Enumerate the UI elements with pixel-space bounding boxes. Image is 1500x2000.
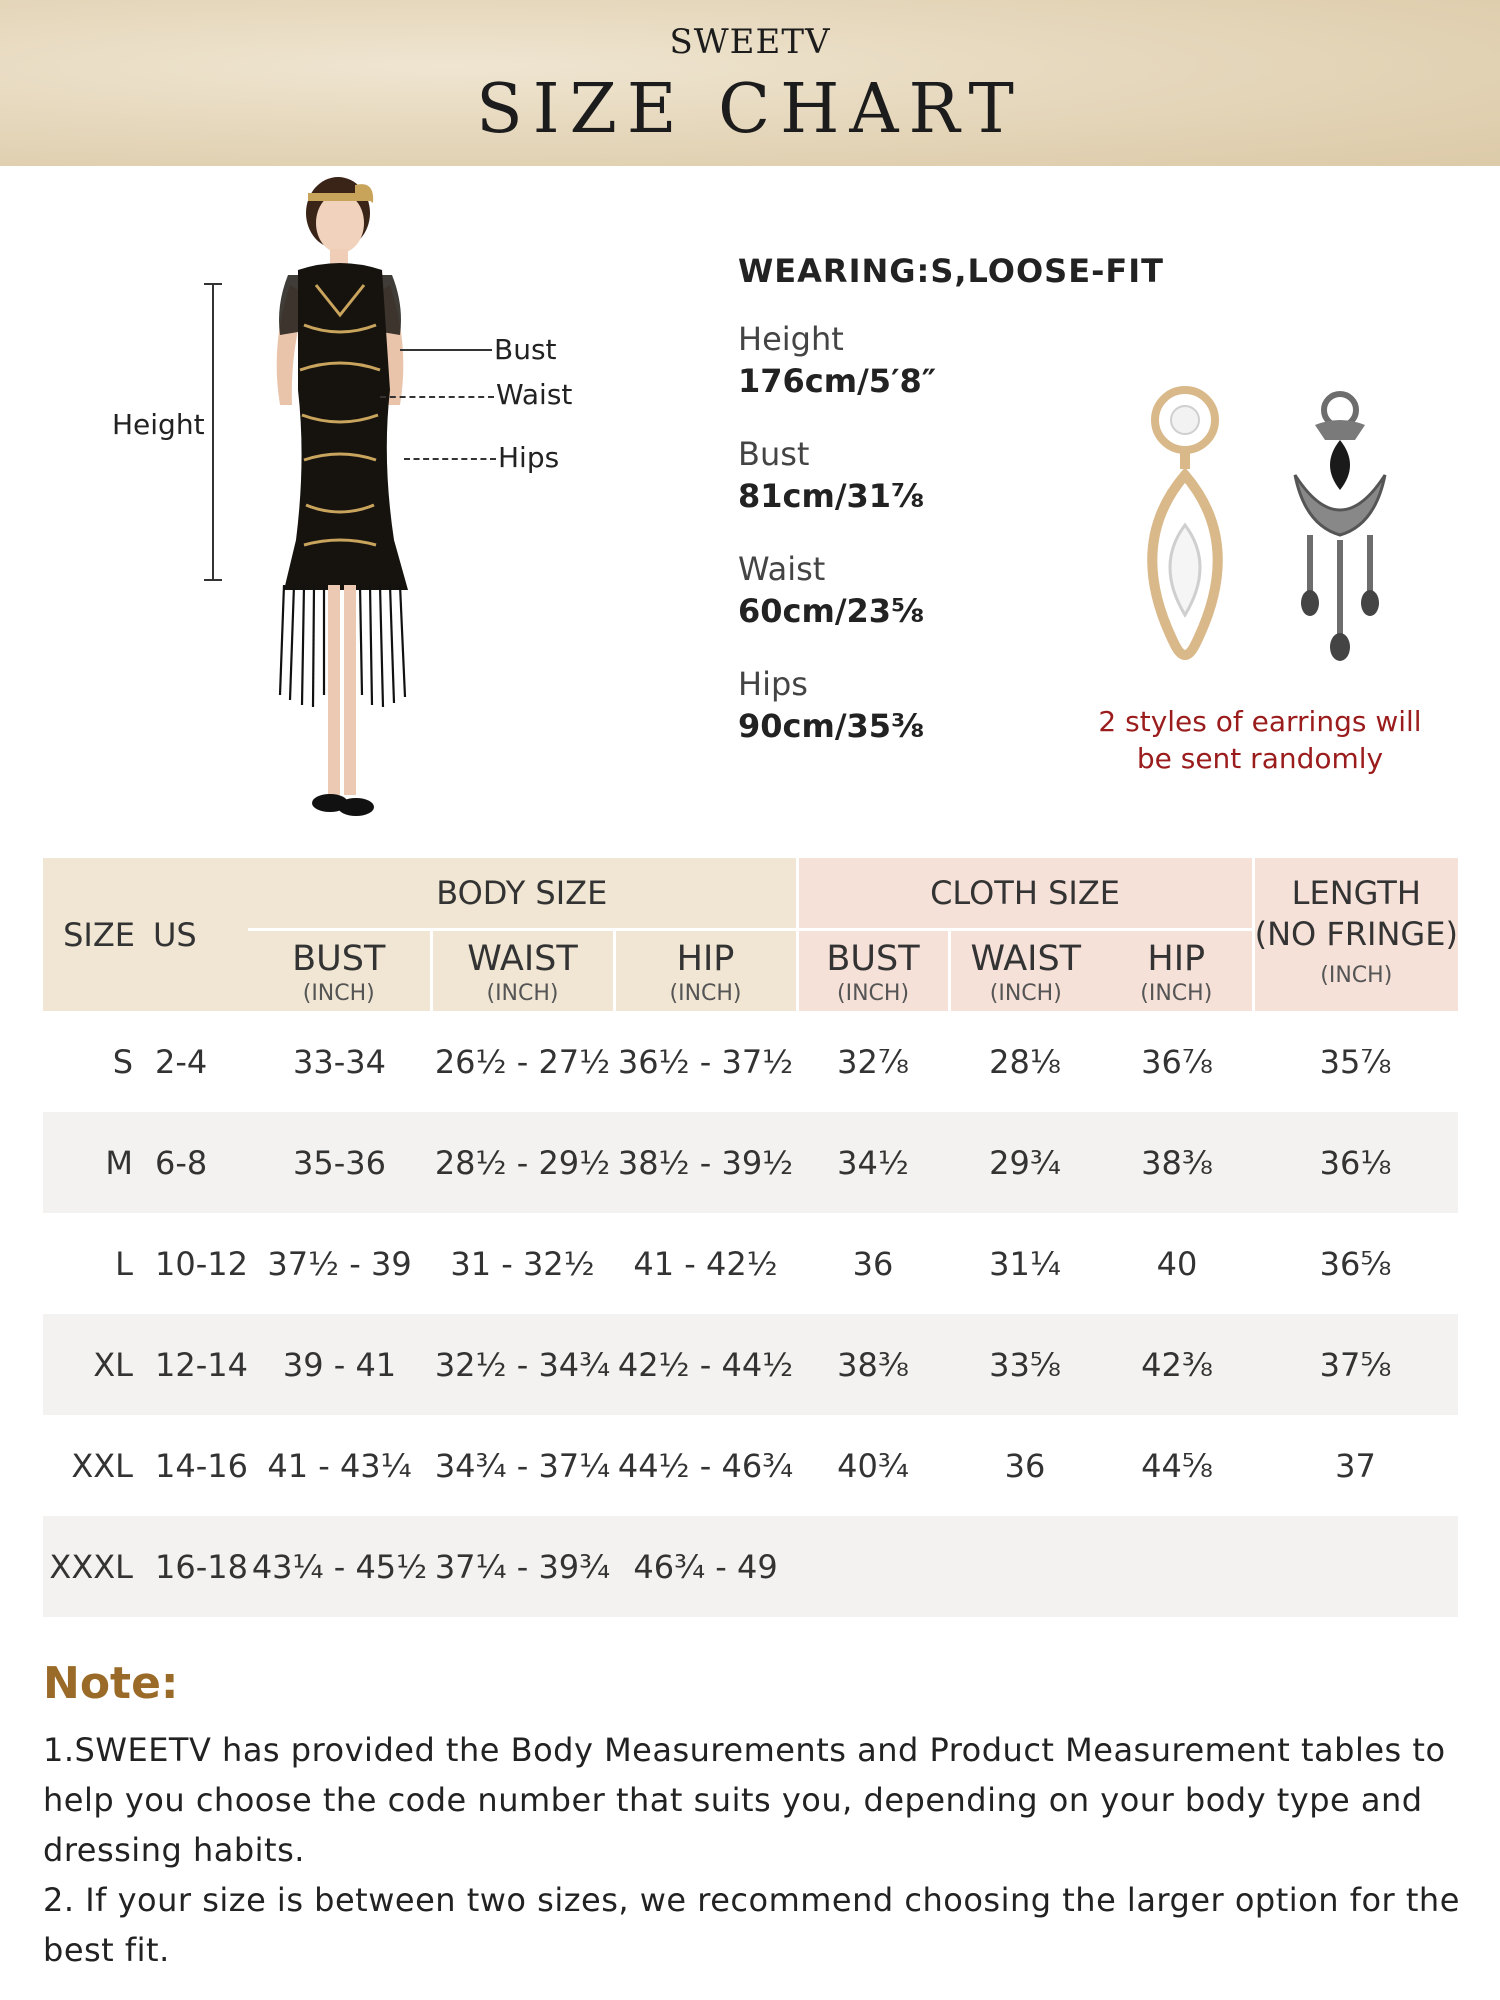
cell-size: L xyxy=(115,1244,133,1283)
measure-value: 90cm/35⅜ xyxy=(738,707,925,745)
measure-hips xyxy=(738,665,924,745)
earrings-image xyxy=(1110,385,1440,670)
silver-earring-icon xyxy=(1295,394,1385,661)
cell-body-hip: 46¾ - 49 xyxy=(614,1516,797,1617)
table-row xyxy=(43,1314,1458,1415)
cell-us: 12-14 xyxy=(143,1314,248,1415)
cell-cloth-waist: 29¾ xyxy=(949,1112,1101,1213)
body-size-header: BODY SIZE xyxy=(248,858,797,930)
col-name: WAIST xyxy=(467,939,578,979)
table-header-row xyxy=(43,858,1458,930)
cell-us: 14-16 xyxy=(155,1446,248,1485)
cell-cloth-bust: 38⅜ xyxy=(797,1314,949,1415)
cell-us: 16-18 xyxy=(143,1516,248,1617)
cell-length xyxy=(1253,1516,1458,1617)
cell-cloth-hip: 42⅜ xyxy=(1101,1314,1253,1415)
col-unit: (INCH) xyxy=(302,981,375,1006)
cell-size: M xyxy=(43,1112,143,1213)
measure-waist xyxy=(738,550,924,630)
length-header-line1: LENGTH xyxy=(1291,874,1421,912)
length-header-line2: (NO FRINGE) xyxy=(1254,915,1458,953)
measure-label: Hips xyxy=(738,665,808,703)
length-header-unit: (INCH) xyxy=(1320,963,1393,988)
cloth-hip-header xyxy=(1101,930,1253,1012)
measure-value: 60cm/23⅝ xyxy=(738,592,925,630)
earring-note-line2: be sent randomly xyxy=(1136,742,1384,775)
measure-value: 176cm/5′8″ xyxy=(738,362,937,400)
cell-body-waist: 28½ - 29½ xyxy=(431,1112,614,1213)
cell-body-hip: 41 - 42½ xyxy=(633,1244,778,1283)
cloth-bust-header xyxy=(797,930,949,1012)
cell-cloth-bust: 32⅞ xyxy=(837,1042,909,1081)
cell-length: 35⅞ xyxy=(1319,1042,1392,1081)
cell-cloth-bust: 40¾ xyxy=(837,1446,909,1485)
col-name: BUST xyxy=(826,939,920,979)
table-row xyxy=(43,1516,1458,1617)
table-subheader-row xyxy=(43,930,1458,1012)
cell-body-hip: 36½ - 37½ xyxy=(617,1042,794,1081)
cloth-waist-header xyxy=(949,930,1101,1012)
gold-earring-icon xyxy=(1152,390,1217,655)
measure-label: Bust xyxy=(738,435,810,473)
cell-cloth-waist: 31¼ xyxy=(989,1244,1061,1283)
cell-cloth-bust: 34½ xyxy=(797,1112,949,1213)
hips-label: Hips xyxy=(498,441,560,474)
col-name: BUST xyxy=(292,939,386,979)
col-name: HIP xyxy=(1147,939,1206,979)
cell-cloth-hip xyxy=(1101,1516,1253,1617)
cell-cloth-hip: 38⅜ xyxy=(1101,1112,1253,1213)
size-header: SIZE xyxy=(43,858,143,1011)
col-unit: (INCH) xyxy=(837,981,910,1006)
cell-cloth-hip: 40 xyxy=(1156,1244,1198,1283)
note-line-2: 2. If your size is between two sizes, we recommend choosing the larger option for the best fit. xyxy=(43,1881,1460,1969)
cell-us: 2-4 xyxy=(155,1042,208,1081)
cell-length: 37 xyxy=(1335,1446,1376,1485)
cell-size: XXXL xyxy=(43,1516,143,1617)
measure-bust xyxy=(738,435,924,515)
cell-body-hip: 42½ - 44½ xyxy=(614,1314,797,1415)
note-title: Note: xyxy=(43,1658,179,1709)
waist-line xyxy=(380,396,494,398)
measure-label: Height xyxy=(738,320,844,358)
cell-body-bust: 43¼ - 45½ xyxy=(248,1516,431,1617)
cloth-size-header: CLOTH SIZE xyxy=(797,858,1253,930)
cell-length: 37⅝ xyxy=(1253,1314,1458,1415)
cell-cloth-hip: 36⅞ xyxy=(1141,1042,1213,1081)
cell-size: S xyxy=(112,1042,133,1081)
hips-line xyxy=(404,458,496,460)
col-unit: (INCH) xyxy=(669,981,742,1006)
cell-cloth-bust xyxy=(797,1516,949,1617)
bust-line xyxy=(400,349,492,351)
col-unit: (INCH) xyxy=(989,981,1062,1006)
height-label: Height xyxy=(112,408,205,441)
body-bust-header xyxy=(248,930,431,1012)
brand-logo: SWEETV xyxy=(669,22,831,62)
bust-label: Bust xyxy=(494,333,557,366)
earring-note xyxy=(1060,703,1460,777)
cell-body-waist: 37¼ - 39¾ xyxy=(431,1516,614,1617)
cell-body-bust: 37½ - 39 xyxy=(267,1244,412,1283)
earring-note-line1: 2 styles of earrings will xyxy=(1098,705,1422,738)
measure-height xyxy=(738,320,936,400)
note-line-1: 1.SWEETV has provided the Body Measurements and Product Measurement tables to help you choose the code number that suits you, depending on your body type and dressing habits. xyxy=(43,1731,1446,1869)
page-title: SIZE CHART xyxy=(476,70,1024,149)
note-text xyxy=(43,1725,1463,1975)
table-row xyxy=(43,1213,1458,1314)
cell-cloth-waist: 28⅛ xyxy=(989,1042,1061,1081)
cell-size: XL xyxy=(43,1314,143,1415)
cell-size: XXL xyxy=(71,1446,133,1485)
size-table xyxy=(43,858,1458,1617)
cell-body-hip: 44½ - 46¾ xyxy=(617,1446,794,1485)
table-row xyxy=(43,1011,1458,1112)
cell-cloth-waist: 36 xyxy=(1004,1446,1046,1485)
cell-body-waist: 26½ - 27½ xyxy=(434,1042,611,1081)
col-unit: (INCH) xyxy=(1140,981,1213,1006)
cell-us: 10-12 xyxy=(155,1244,248,1283)
body-waist-header xyxy=(431,930,614,1012)
cell-body-bust: 33-34 xyxy=(293,1042,386,1081)
measure-label: Waist xyxy=(738,550,826,588)
cell-body-bust: 35-36 xyxy=(248,1112,431,1213)
measure-value: 81cm/31⅞ xyxy=(738,477,925,515)
cell-cloth-waist: 33⅝ xyxy=(949,1314,1101,1415)
table-row xyxy=(43,1112,1458,1213)
height-line xyxy=(212,283,214,581)
col-name: WAIST xyxy=(970,939,1082,979)
cell-us: 6-8 xyxy=(143,1112,248,1213)
col-unit: (INCH) xyxy=(486,981,559,1006)
wearing-size: WEARING:S,LOOSE-FIT xyxy=(738,252,1164,290)
cell-length: 36⅝ xyxy=(1319,1244,1392,1283)
cell-cloth-bust: 36 xyxy=(852,1244,894,1283)
cell-length: 36⅛ xyxy=(1253,1112,1458,1213)
cell-cloth-waist xyxy=(949,1516,1101,1617)
col-name: HIP xyxy=(676,939,735,979)
body-hip-header xyxy=(614,930,797,1012)
cell-body-hip: 38½ - 39½ xyxy=(614,1112,797,1213)
cell-body-waist: 34¾ - 37¼ xyxy=(434,1446,611,1485)
table-row xyxy=(43,1415,1458,1516)
us-header: US xyxy=(143,858,248,1011)
cell-cloth-hip: 44⅝ xyxy=(1141,1446,1213,1485)
cell-body-waist: 32½ - 34¾ xyxy=(431,1314,614,1415)
header-banner xyxy=(0,0,1500,166)
cell-body-waist: 31 - 32½ xyxy=(450,1244,595,1283)
waist-label: Waist xyxy=(496,378,573,411)
cell-body-bust: 41 - 43¼ xyxy=(267,1446,412,1485)
length-header xyxy=(1253,858,1458,1011)
model-image xyxy=(220,175,460,840)
cell-body-bust: 39 - 41 xyxy=(248,1314,431,1415)
